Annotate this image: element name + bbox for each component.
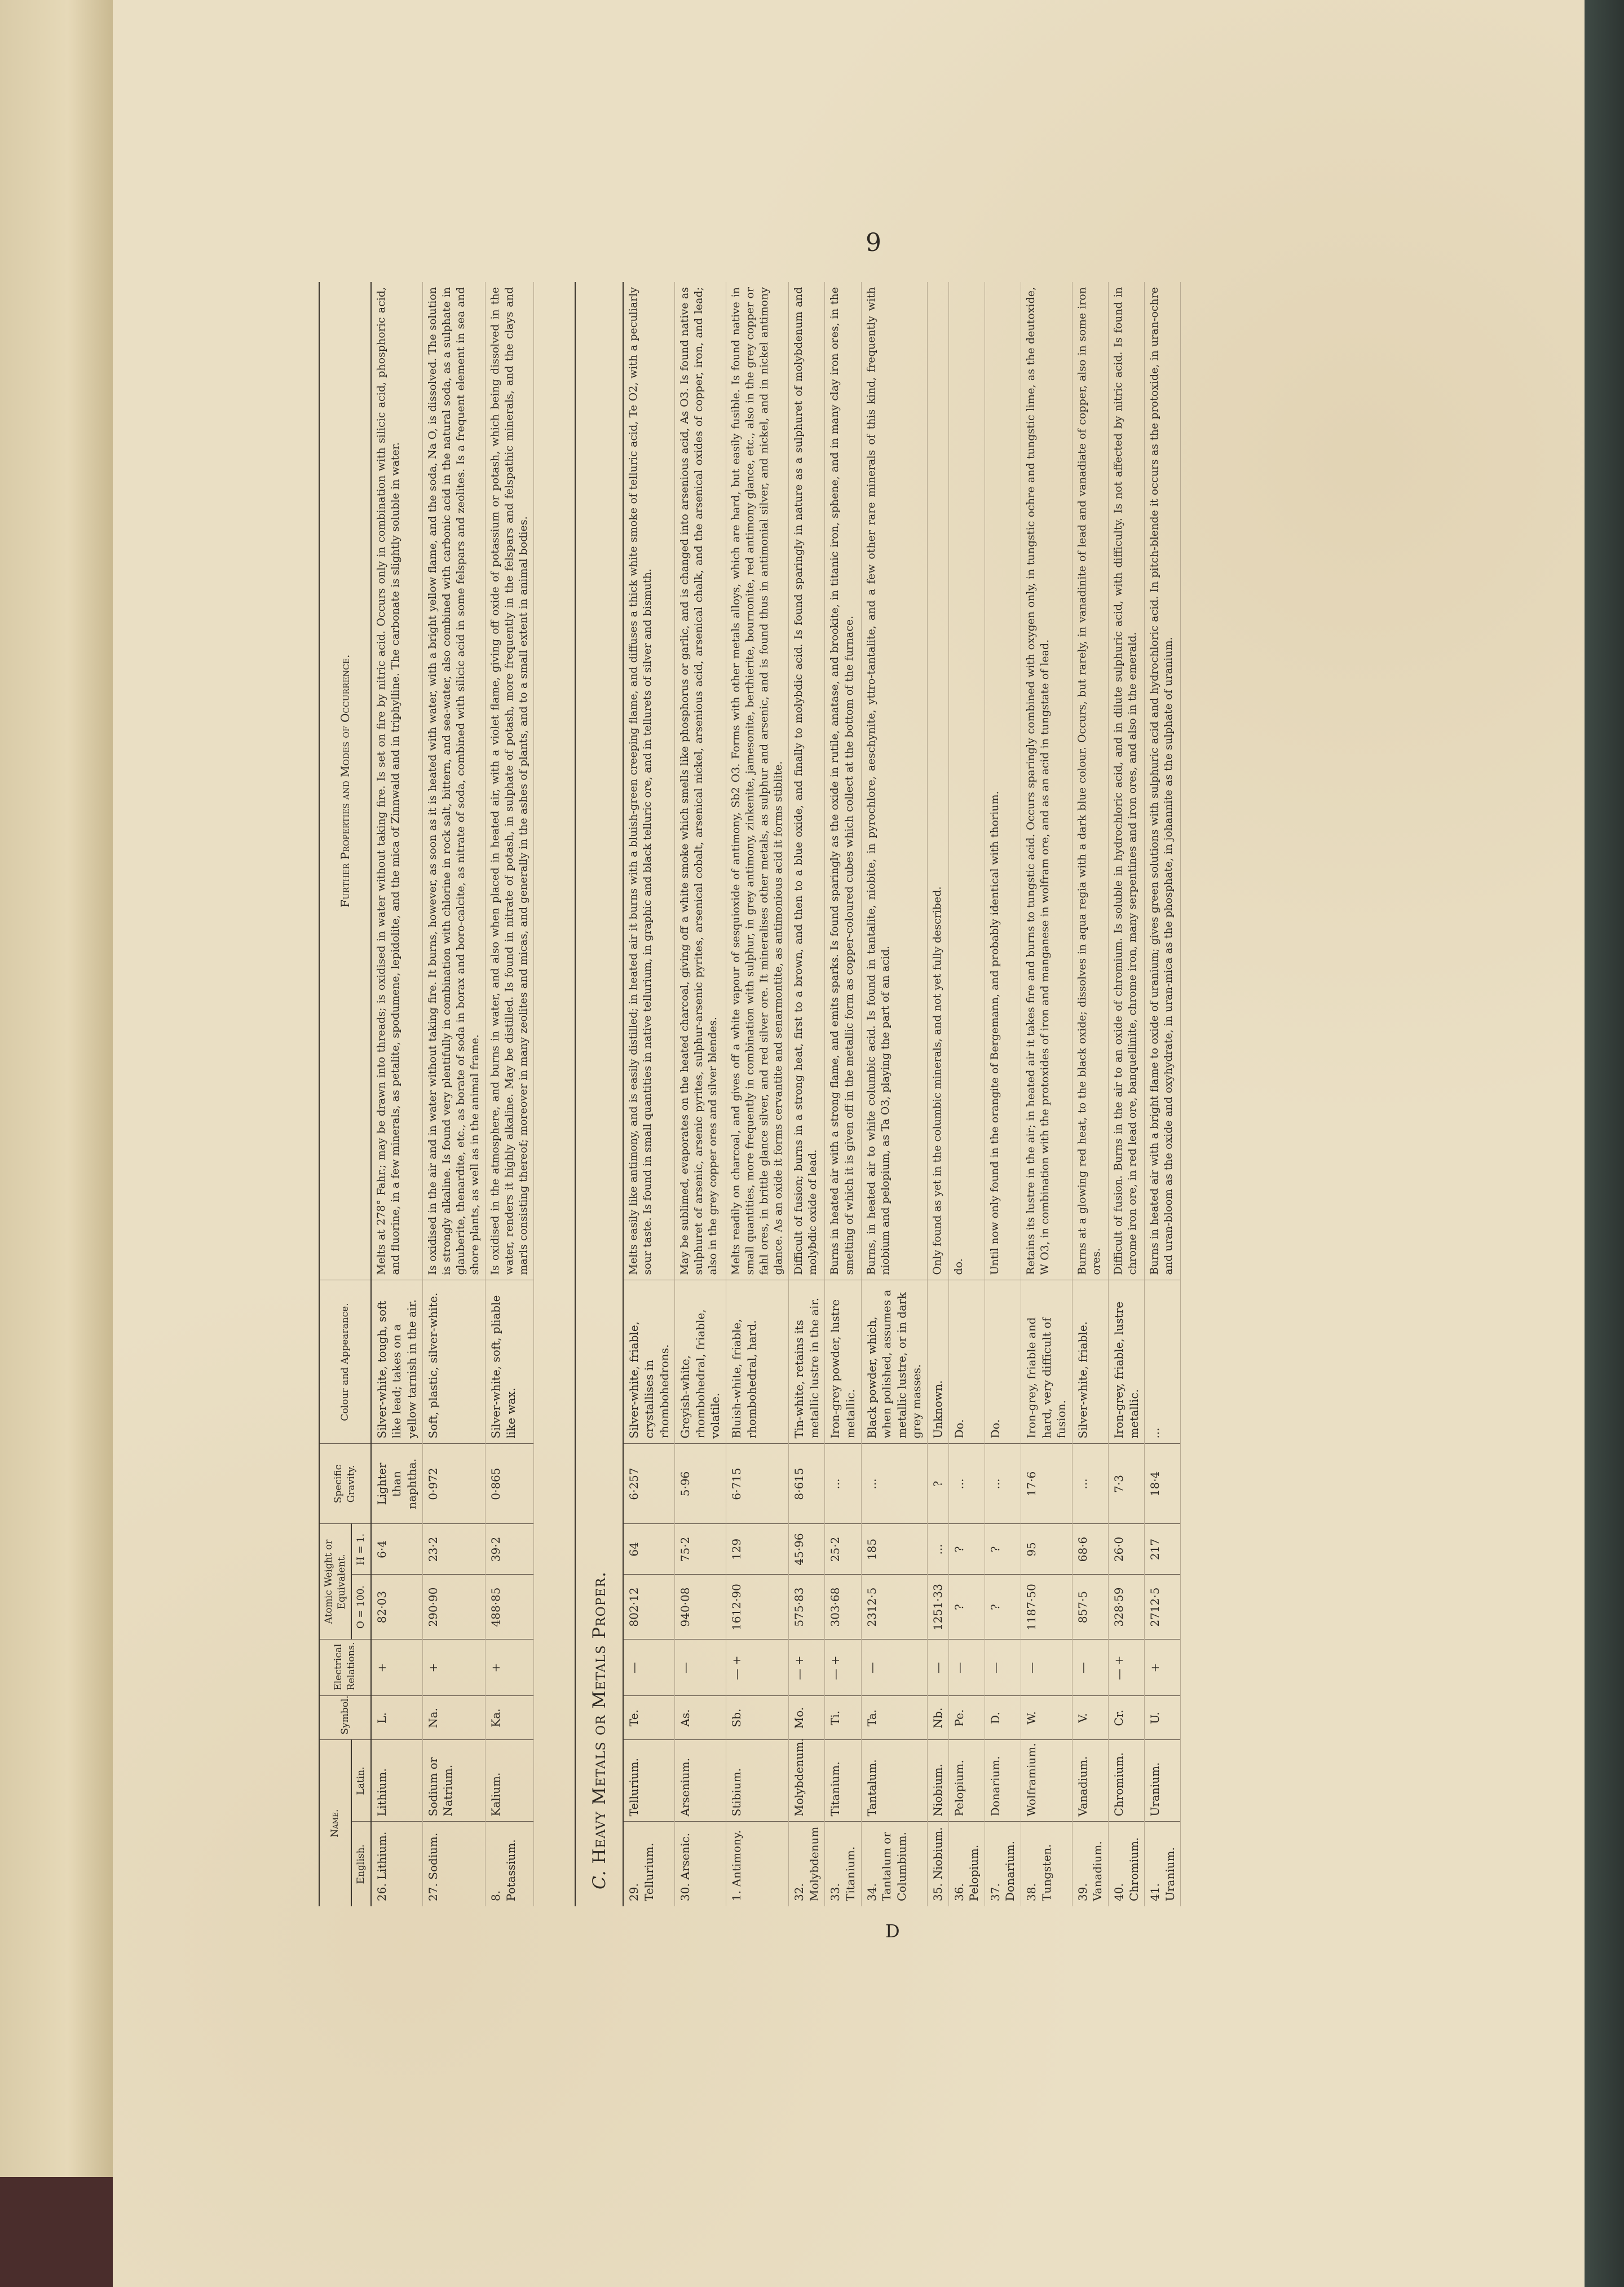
atomic-weight-h-cell: 23·2	[422, 1524, 485, 1575]
table-row	[1072, 282, 1108, 1906]
electrical-cell: —	[623, 1640, 674, 1696]
table-row	[825, 282, 861, 1906]
table-row	[623, 282, 674, 1906]
colour-cell: Unknown.	[928, 1280, 949, 1444]
symbol-cell: L.	[371, 1696, 422, 1740]
further-properties-cell: May be sublimed, evaporates on the heated charcoal, giving off a white smoke which smells like phosphorus or garlic, and is changed into arsenious acid, As O3. Is found native as sulphuret of arsenic, arsenic pyrites, sulphur-arsenic pyrites, arsenical cobalt, arsenical nickel, arsenious acid, arsenical chalk, and the arsenical oxides of copper, iron, and lead; also in the grey copper ores and silver blendes.	[675, 282, 726, 1280]
table-row	[861, 282, 927, 1906]
colour-cell: Greyish-white, rhombohedral, friable, volatile.	[675, 1280, 726, 1444]
electrical-cell: — +	[825, 1640, 861, 1696]
atomic-weight-h-cell: ...	[928, 1524, 949, 1575]
english-name-cell: 32. Molybdenum	[789, 1822, 825, 1906]
table-row	[789, 282, 825, 1906]
symbol-cell: Sb.	[726, 1696, 788, 1740]
specific-gravity-cell: Lighter than naphtha.	[371, 1444, 422, 1524]
electrical-cell: —	[985, 1640, 1021, 1696]
english-name-cell: 36. Pelopium.	[948, 1822, 985, 1906]
specific-gravity-cell: 18·4	[1145, 1444, 1181, 1524]
english-name-cell: 39. Vanadium.	[1072, 1822, 1108, 1906]
table-row	[1145, 282, 1181, 1906]
further-properties-cell: Difficult of fusion; burns in a strong heat, first to a brown, and then to a blue oxide, and finally to molybdic acid. Is found sparingly in nature as a sulphuret of molybdenum and molybdic oxide of lead.	[789, 282, 825, 1280]
specific-gravity-cell: ...	[1072, 1444, 1108, 1524]
atomic-weight-h-cell: 95	[1021, 1524, 1072, 1575]
header-colour: Colour and Appearance.	[319, 1280, 371, 1444]
atomic-weight-h-cell: 185	[861, 1524, 927, 1575]
english-name-cell: 30. Arsenic.	[675, 1822, 726, 1906]
specific-gravity-cell: 0·972	[422, 1444, 485, 1524]
further-properties-cell: Is oxidised in the air and in water without taking fire. It burns, however, as soon as it is heated with water, with a bright yellow flame, and the soda, Na O, is dissolved. The solution is strongly alkaline. Is found very plentifully in combination with chlorine in rock salt, bittern, and sea-water, also combined with carbonic acid in the natural soda, as a sulphate in glauberite, thenardite, etc., as borate of soda in borax and boro-calcite, as nitrate of soda, combined with silicic acid in some felspars and zeolites. Is a frequent element in sea and shore plants, as well as in the animal frame.	[422, 282, 485, 1280]
specific-gravity-cell: 7·3	[1108, 1444, 1144, 1524]
latin-name-cell: Kalium.	[485, 1740, 533, 1822]
english-name-cell: 38. Tungsten.	[1021, 1822, 1072, 1906]
header-specific-gravity: Specific Gravity.	[319, 1444, 371, 1524]
atomic-weight-o-cell: ?	[948, 1575, 985, 1640]
specific-gravity-cell: ...	[948, 1444, 985, 1524]
atomic-weight-o-cell: 2712·5	[1145, 1575, 1181, 1640]
colour-cell: Iron-grey, friable, lustre metallic.	[1108, 1280, 1144, 1444]
electrical-cell: —	[1021, 1640, 1072, 1696]
english-name-cell: 33. Titanium.	[825, 1822, 861, 1906]
symbol-cell: Ti.	[825, 1696, 861, 1740]
further-properties-cell: Is oxidised in the atmosphere, and burns in water, and also when placed in heated air, with a violet flame, giving off oxide of potassium or potash, which being dissolved in the water, renders it highly alkaline. May be distilled. Is found in nitrate of potash, in sulphate of potash, more frequently in the felspars and felspathic minerals, and the clays and marls consisting thereof; moreover in many zeolites and micas, and generally in the ashes of plants, and to a small extent in animal bodies.	[485, 282, 533, 1280]
atomic-weight-o-cell: 1251·33	[928, 1575, 949, 1640]
latin-name-cell: Uranium.	[1145, 1740, 1181, 1822]
elements-table	[319, 282, 1181, 1906]
atomic-weight-o-cell: 575·83	[789, 1575, 825, 1640]
electrical-cell: +	[1145, 1640, 1181, 1696]
further-properties-cell: Difficult of fusion. Burns in the air to an oxide of chromium. Is soluble in hydrochloric acid, and in dilute sulphuric acid, with difficulty. Is not affected by nitric acid. Is found in chrome iron ore, in red lead ore, banquellinite, chrome iron, many serpentines and iron ores, and also in the emerald.	[1108, 282, 1144, 1280]
left-page	[0, 0, 116, 2177]
further-properties-cell: Melts easily like antimony, and is easily distilled; in heated air it burns with a bluish-green creeping flame, and diffuses a thick white smoke of telluric acid, Te O2, with a peculiarly sour taste. Is found in small quantities in native tellurium, in graphic and black telluric ore, and in tellurets of silver and bismuth.	[623, 282, 674, 1280]
table-gap	[534, 282, 576, 1906]
atomic-weight-h-cell: 25·2	[825, 1524, 861, 1575]
electrical-cell: —	[928, 1640, 949, 1696]
table-row	[928, 282, 949, 1906]
further-properties-cell: Melts at 278° Fahr.; may be drawn into threads; is oxidised in water without taking fire. Is set on fire by nitric acid. Occurs only in combination with silicic acid, phosphoric acid, and fluorine, in a few minerals, as petalite, spodumene, lepidolite, and the mica of Zinnwald and in triphylline. The carbonate is slightly soluble in water.	[371, 282, 422, 1280]
table-row	[485, 282, 533, 1906]
table-body-heavy-metals	[623, 282, 1180, 1906]
atomic-weight-h-cell: 68·6	[1072, 1524, 1108, 1575]
latin-name-cell: Wolframium.	[1021, 1740, 1072, 1822]
symbol-cell: As.	[675, 1696, 726, 1740]
symbol-cell: Ta.	[861, 1696, 927, 1740]
latin-name-cell: Arsenium.	[675, 1740, 726, 1822]
atomic-weight-h-cell: ?	[985, 1524, 1021, 1575]
electrical-cell: +	[422, 1640, 485, 1696]
electrical-cell: — +	[1108, 1640, 1144, 1696]
symbol-cell: Pe.	[948, 1696, 985, 1740]
electrical-cell: —	[675, 1640, 726, 1696]
latin-name-cell: Stibium.	[726, 1740, 788, 1822]
section-heading-c	[575, 282, 623, 1906]
colour-cell: Black powder, which, when polished, assumes a metallic lustre, or in dark grey masses.	[861, 1280, 927, 1444]
specific-gravity-cell: 17·6	[1021, 1444, 1072, 1524]
english-name-cell: 26. Lithium.	[371, 1822, 422, 1906]
colour-cell: ...	[1145, 1280, 1181, 1444]
table-row	[948, 282, 985, 1906]
atomic-weight-o-cell: 802·12	[623, 1575, 674, 1640]
english-name-cell: 40. Chromium.	[1108, 1822, 1144, 1906]
latin-name-cell: Lithium.	[371, 1740, 422, 1822]
further-properties-cell: Burns, in heated air to white columbic acid. Is found in tantalite, niobite, in pyrochlore, aeschynite, yttro-tantalite, and a few other rare minerals of this kind, frequently with niobium and pelopium, as Ta O3, playing the part of an acid.	[861, 282, 927, 1280]
atomic-weight-o-cell: 940·08	[675, 1575, 726, 1640]
atomic-weight-h-cell: 39·2	[485, 1524, 533, 1575]
further-properties-cell: do.	[948, 282, 985, 1280]
atomic-weight-o-cell: 82·03	[371, 1575, 422, 1640]
latin-name-cell: Sodium or Natrium.	[422, 1740, 485, 1822]
further-properties-cell: Until now only found in the orangite of Bergemann, and probably identical with thorium.	[985, 282, 1021, 1280]
further-properties-cell: Only found as yet in the columbic minerals, and not yet fully described.	[928, 282, 949, 1280]
header-atomic-weight: Atomic Weight or Equivalent.	[319, 1524, 351, 1640]
atomic-weight-o-cell: 857·5	[1072, 1575, 1108, 1640]
symbol-cell: Mo.	[789, 1696, 825, 1740]
rotated-table-wrapper	[319, 282, 1322, 1906]
book-binding-left	[0, 2177, 124, 2287]
atomic-weight-o-cell: 1612·90	[726, 1575, 788, 1640]
electrical-cell: — +	[789, 1640, 825, 1696]
electrical-cell: —	[1072, 1640, 1108, 1696]
table-row	[371, 282, 422, 1906]
atomic-weight-o-cell: 328·59	[1108, 1575, 1144, 1640]
latin-name-cell: Tellurium.	[623, 1740, 674, 1822]
further-properties-cell: Burns in heated air with a strong flame, and emits sparks. Is found sparingly as the oxide in rutile, anatase, and brookite, in titanic iron, sphene, and in many clay iron ores, in the smelting of which it is given off in the metallic form as copper-coloured cubes which collect at the bottom of the furnace.	[825, 282, 861, 1280]
further-properties-cell: Melts readily on charcoal, and gives off a white vapour of sesquioxide of antimony, Sb2 O3. Forms with other metals alloys, which are hard, but easily fusible. Is found native in small quantities, more frequently in combination with sulphur, in grey antimony, zinkenite, jamesonite, berthierite, bournonite, red antimony glance, etc., also in the grey copper or fahl ores, in brittle glance silver, and red silver ore. It mineralises other metals, as sulphur and arsenic, and is found thus in antimonial silver, and nickel, and in nickel antimony glance. As an oxide it forms cervantite and senarmontite, as antimonious acid it forms stiblite.	[726, 282, 788, 1280]
english-name-cell: 27. Sodium.	[422, 1822, 485, 1906]
table-row	[1021, 282, 1072, 1906]
specific-gravity-cell: ...	[861, 1444, 927, 1524]
atomic-weight-o-cell: 1187·50	[1021, 1575, 1072, 1640]
latin-name-cell: Pelopium.	[948, 1740, 985, 1822]
signature-mark: D	[885, 1920, 900, 1942]
book-binding-right	[1585, 0, 1624, 2287]
latin-name-cell: Niobium.	[928, 1740, 949, 1822]
table-row	[675, 282, 726, 1906]
header-name: Name.	[319, 1740, 351, 1906]
colour-cell: Tin-white, retains its metallic lustre in the air.	[789, 1280, 825, 1444]
table-row	[422, 282, 485, 1906]
latin-name-cell: Donarium.	[985, 1740, 1021, 1822]
specific-gravity-cell: ...	[985, 1444, 1021, 1524]
header-o100: O = 100.	[351, 1575, 371, 1640]
atomic-weight-h-cell: ?	[948, 1524, 985, 1575]
table-row	[1108, 282, 1144, 1906]
header-further-properties: Further Properties and Modes of Occurrence.	[319, 282, 371, 1280]
specific-gravity-cell: 5·96	[675, 1444, 726, 1524]
header-english: English.	[351, 1822, 371, 1906]
symbol-cell: Cr.	[1108, 1696, 1144, 1740]
latin-name-cell: Tantalum.	[861, 1740, 927, 1822]
symbol-cell: Nb.	[928, 1696, 949, 1740]
atomic-weight-h-cell: 217	[1145, 1524, 1181, 1575]
header-symbol: Symbol.	[319, 1696, 371, 1740]
page-number: 9	[866, 228, 881, 257]
english-name-cell: 34. Tantalum or Columbium.	[861, 1822, 927, 1906]
atomic-weight-o-cell: 488·85	[485, 1575, 533, 1640]
header-h1: H = 1.	[351, 1524, 371, 1575]
specific-gravity-cell: 6·715	[726, 1444, 788, 1524]
atomic-weight-o-cell: 290·90	[422, 1575, 485, 1640]
colour-cell: Soft, plastic, silver-white.	[422, 1280, 485, 1444]
atomic-weight-h-cell: 64	[623, 1524, 674, 1575]
colour-cell: Silver-white, friable, crystallises in rhombohedrons.	[623, 1280, 674, 1444]
electrical-cell: +	[371, 1640, 422, 1696]
symbol-cell: Na.	[422, 1696, 485, 1740]
symbol-cell: Ka.	[485, 1696, 533, 1740]
english-name-cell: 8. Potassium.	[485, 1822, 533, 1906]
header-electrical: Electrical Relations.	[319, 1640, 371, 1696]
colour-cell: Iron-grey powder, lustre metallic.	[825, 1280, 861, 1444]
specific-gravity-cell: ...	[825, 1444, 861, 1524]
colour-cell: Silver-white, soft, pliable like wax.	[485, 1280, 533, 1444]
colour-cell: Do.	[948, 1280, 985, 1444]
electrical-cell: +	[485, 1640, 533, 1696]
english-name-cell: 37. Donarium.	[985, 1822, 1021, 1906]
specific-gravity-cell: 8·615	[789, 1444, 825, 1524]
english-name-cell: 1. Antimony.	[726, 1822, 788, 1906]
header-latin: Latin.	[351, 1740, 371, 1822]
symbol-cell: D.	[985, 1696, 1021, 1740]
atomic-weight-h-cell: 45·96	[789, 1524, 825, 1575]
atomic-weight-h-cell: 129	[726, 1524, 788, 1575]
colour-cell: Do.	[985, 1280, 1021, 1444]
specific-gravity-cell: ?	[928, 1444, 949, 1524]
symbol-cell: V.	[1072, 1696, 1108, 1740]
atomic-weight-h-cell: 6·4	[371, 1524, 422, 1575]
atomic-weight-o-cell: 303·68	[825, 1575, 861, 1640]
electrical-cell: —	[861, 1640, 927, 1696]
table-body-light-metals	[371, 282, 534, 1906]
colour-cell: Iron-grey, friable and hard, very difficult of fusion.	[1021, 1280, 1072, 1444]
further-properties-cell: Retains its lustre in the air; in heated air it takes fire and burns to tungstic acid. Occurs sparingly combined with oxygen only, in tungstic ochre and tungstic lime, as the deutoxide, W O3, in combination with the protoxides of iron and manganese in wolfram ore, and as an acid in tungstate of lead.	[1021, 282, 1072, 1280]
english-name-cell: 29. Tellurium.	[623, 1822, 674, 1906]
electrical-cell: — +	[726, 1640, 788, 1696]
further-properties-cell: Burns at a glowing red heat, to the black oxide; dissolves in aqua regia with a dark blue colour. Occurs, but rarely, in vanadinite of lead and vanadiate of copper, also in some iron ores.	[1072, 282, 1108, 1280]
english-name-cell: 35. Niobium.	[928, 1822, 949, 1906]
symbol-cell: Te.	[623, 1696, 674, 1740]
table-row	[985, 282, 1021, 1906]
section-letter: C.	[589, 1870, 610, 1889]
atomic-weight-o-cell: 2312·5	[861, 1575, 927, 1640]
specific-gravity-cell: 6·257	[623, 1444, 674, 1524]
section-title: Heavy Metals or Metals Proper.	[589, 1571, 610, 1864]
symbol-cell: U.	[1145, 1696, 1181, 1740]
latin-name-cell: Titanium.	[825, 1740, 861, 1822]
table-row	[726, 282, 788, 1906]
english-name-cell: 41. Uranium.	[1145, 1822, 1181, 1906]
atomic-weight-o-cell: ?	[985, 1575, 1021, 1640]
colour-cell: Bluish-white, friable, rhombohedral, hard.	[726, 1280, 788, 1444]
atomic-weight-h-cell: 26·0	[1108, 1524, 1144, 1575]
latin-name-cell: Chromium.	[1108, 1740, 1144, 1822]
latin-name-cell: Molybdenum.	[789, 1740, 825, 1822]
symbol-cell: W.	[1021, 1696, 1072, 1740]
colour-cell: Silver-white, tough, soft like lead; takes on a yellow tarnish in the air.	[371, 1280, 422, 1444]
electrical-cell: —	[948, 1640, 985, 1696]
specific-gravity-cell: 0·865	[485, 1444, 533, 1524]
colour-cell: Silver-white, friable.	[1072, 1280, 1108, 1444]
atomic-weight-h-cell: 75·2	[675, 1524, 726, 1575]
latin-name-cell: Vanadium.	[1072, 1740, 1108, 1822]
further-properties-cell: Burns in heated air with a bright flame to oxide of uranium; gives green solutions with sulphuric acid and hydrochloric acid. In pitch-blende it occurs as the protoxide, in uran-ochre and uran-bloom as the oxide and oxyhydrate, in uran-mica as the phosphate, in johannite as the sulphate of uranium.	[1145, 282, 1181, 1280]
